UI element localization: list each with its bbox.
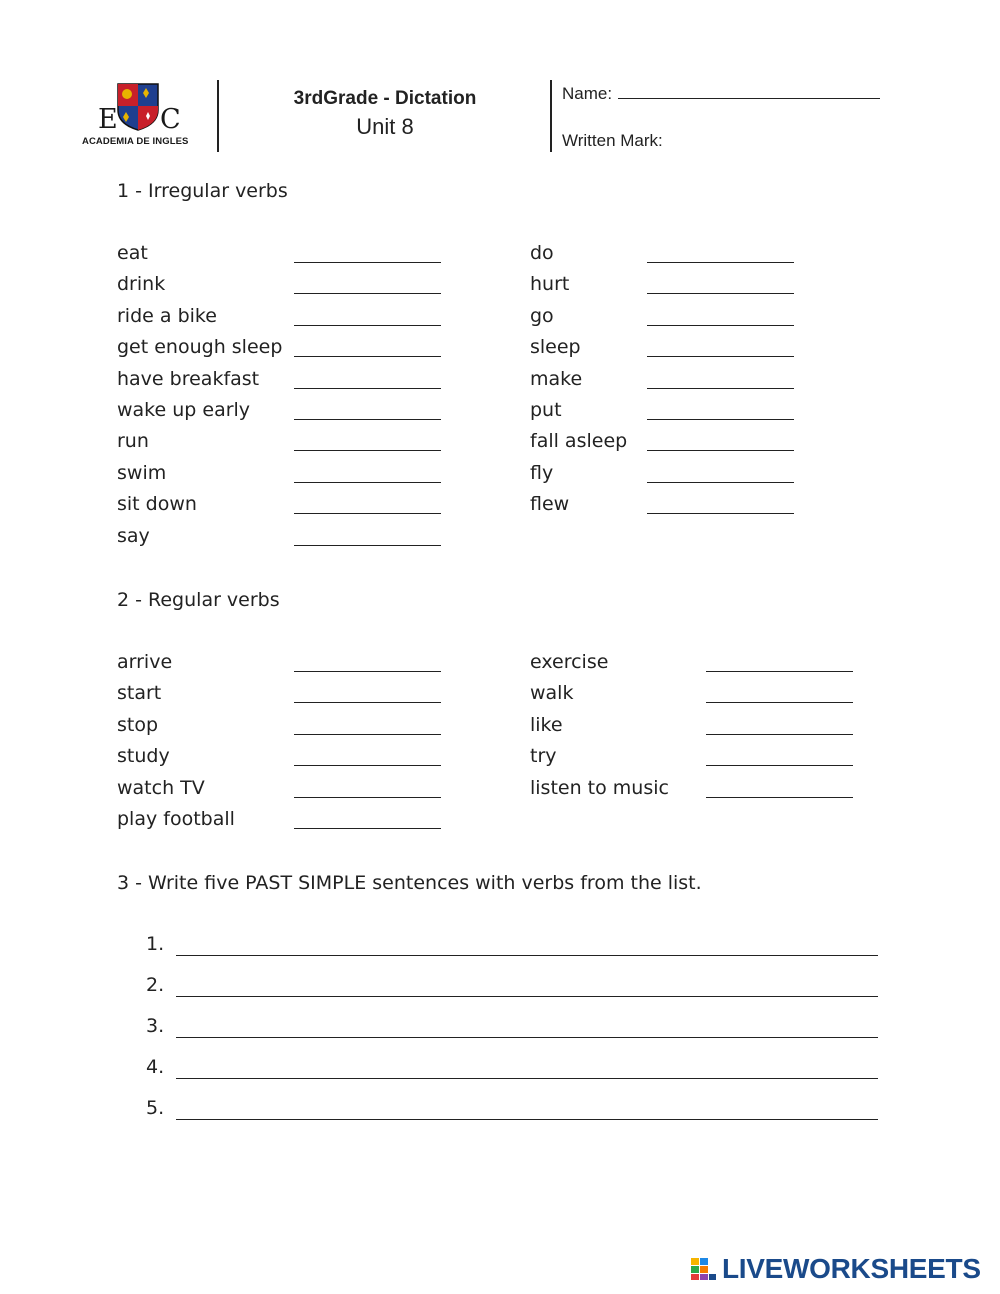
answer-blank[interactable] (647, 356, 794, 357)
sentence-number: 1. (146, 933, 165, 955)
verb-label: get enough sleep (117, 336, 283, 359)
name-field[interactable] (562, 84, 880, 104)
section-2-heading: 2 - Regular verbs (117, 589, 280, 611)
verb-label: flew (530, 493, 570, 516)
answer-blank[interactable] (294, 702, 441, 703)
written-mark-label: Written Mark: (562, 131, 663, 150)
header-divider-left (217, 80, 219, 152)
section-3-heading: 3 - Write five PAST SIMPLE sentences with verbs from the list. (117, 872, 702, 894)
answer-blank[interactable] (647, 513, 794, 514)
answer-blank[interactable] (647, 293, 794, 294)
sentence-number: 2. (146, 974, 165, 996)
logo-subtitle: ACADEMIA DE INGLES (82, 136, 189, 147)
answer-blank[interactable] (294, 765, 441, 766)
verb-label: sit down (117, 493, 197, 516)
verb-label: listen to music (530, 776, 669, 799)
verb-label: eat (117, 242, 148, 264)
verb-label: do (530, 242, 554, 264)
verb-label: drink (117, 273, 166, 296)
answer-blank[interactable] (706, 702, 853, 703)
answer-blank[interactable] (294, 828, 441, 829)
verb-label: go (530, 304, 554, 327)
answer-blank[interactable] (294, 325, 441, 326)
answer-blank[interactable] (294, 293, 441, 294)
answer-blank[interactable] (294, 356, 441, 357)
answer-blank[interactable] (294, 450, 441, 451)
answer-blank[interactable] (294, 262, 441, 263)
answer-blank[interactable] (647, 325, 794, 326)
sentence-answer-line[interactable] (176, 1078, 878, 1079)
verb-label: have breakfast (117, 367, 260, 390)
section-1-heading: 1 - Irregular verbs (117, 180, 288, 202)
verb-label: fly (530, 461, 554, 484)
sentence-answer-line[interactable] (176, 955, 878, 956)
liveworksheets-logo-icon (690, 1257, 718, 1281)
header-divider-right (550, 80, 552, 152)
verb-label: play football (117, 808, 235, 830)
worksheet-unit: Unit 8 (356, 114, 414, 139)
verb-label: wake up early (117, 399, 251, 421)
sentence-answer-line[interactable] (176, 996, 878, 997)
name-input-line[interactable] (618, 84, 880, 99)
answer-blank[interactable] (647, 482, 794, 483)
answer-blank[interactable] (294, 419, 441, 420)
verb-label: study (117, 745, 170, 768)
answer-blank[interactable] (294, 797, 441, 798)
sentence-number: 5. (146, 1097, 165, 1119)
verb-label: put (530, 399, 562, 421)
answer-blank[interactable] (706, 765, 853, 766)
logo-letter-c: C (160, 104, 181, 135)
shield-crest-icon (116, 82, 160, 132)
sentence-answer-line[interactable] (176, 1037, 878, 1038)
verb-label: arrive (117, 651, 173, 673)
worksheet-title: 3rdGrade - Dictation (293, 88, 477, 109)
answer-blank[interactable] (647, 262, 794, 263)
sentence-answer-line[interactable] (176, 1119, 878, 1120)
name-label: Name: (562, 84, 613, 103)
verb-label: hurt (530, 273, 570, 296)
verb-label: try (530, 745, 557, 768)
verb-label: swim (117, 461, 167, 484)
logo-letter-e: E (98, 104, 118, 135)
answer-blank[interactable] (647, 388, 794, 389)
verb-label: fall asleep (530, 430, 628, 453)
answer-blank[interactable] (294, 482, 441, 483)
verb-label: make (530, 367, 583, 390)
verb-label: like (530, 713, 563, 736)
answer-blank[interactable] (294, 734, 441, 735)
verb-label: ride a bike (117, 304, 217, 327)
verb-label: start (117, 682, 162, 705)
worksheet-title-block (240, 88, 530, 140)
answer-blank[interactable] (647, 450, 794, 451)
verb-label: sleep (530, 336, 581, 359)
answer-blank[interactable] (647, 419, 794, 420)
school-logo (80, 80, 225, 150)
brand-text: LIVEWORKSHEETS (722, 1253, 981, 1284)
liveworksheets-brand (690, 1253, 990, 1285)
verb-label: run (117, 430, 149, 453)
answer-blank[interactable] (706, 797, 853, 798)
verb-label: stop (117, 713, 159, 736)
answer-blank[interactable] (294, 671, 441, 672)
answer-blank[interactable] (706, 671, 853, 672)
answer-blank[interactable] (294, 513, 441, 514)
answer-blank[interactable] (294, 388, 441, 389)
verb-label: watch TV (117, 776, 205, 799)
sentence-number: 3. (146, 1015, 165, 1037)
answer-blank[interactable] (706, 734, 853, 735)
verb-label: say (117, 524, 150, 547)
verb-label: exercise (530, 651, 609, 673)
verb-label: walk (530, 682, 574, 705)
answer-blank[interactable] (294, 545, 441, 546)
sentence-number: 4. (146, 1056, 165, 1078)
